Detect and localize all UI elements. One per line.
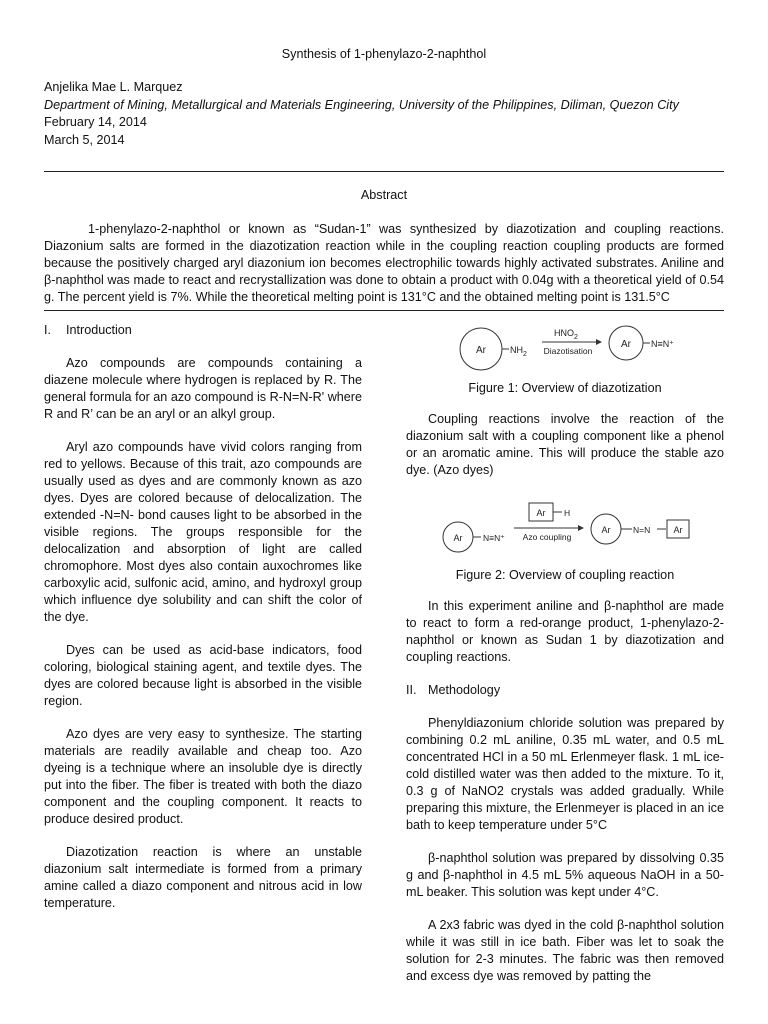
date-revised: March 5, 2014	[44, 132, 125, 147]
coupling-diagram	[406, 495, 724, 559]
intro-paragraph-4: Azo dyes are very easy to synthesize. The starting materials are readily available and cheap too. Azo dyeing is a technique where an insoluble dye is directly put into the fiber. The fiber is treated with both the diazo component and the coupling component. It reacts to produce desired product.	[44, 727, 362, 826]
section-title: Introduction	[66, 323, 132, 337]
abstract-top-rule	[44, 171, 724, 172]
intro-paragraph-2: Aryl azo compounds have vivid colors ranging from red to yellows. Because of this trait, azo compounds are usually used as dyes and are commonly known as azo dyes. Dyes are colored because of delocalization. The extended -N=N- bond causes light to be absorbed in the visible regions. The groups responsible for the delocalization and absorption of light are called chromophore. Most dyes also contain auxochromes like carboxylic acid, sulfonic acid, amino, and hydroxyl group which influence dye solubility and can shift the color of the dye.	[44, 440, 362, 624]
affiliation: Department of Mining, Metallurgical and Materials Engineering, University of the Philippines, Diliman, Quezon City	[44, 97, 679, 112]
reagent-label: $HNO_2$	[554, 328, 578, 341]
figure-2-caption: Figure 2: Overview of coupling reaction	[455, 568, 675, 582]
author-name: Anjelika Mae L. Marquez	[44, 80, 183, 94]
author-block	[44, 79, 734, 149]
arrow-head	[596, 339, 602, 345]
azo-group: N=N	[633, 525, 651, 535]
intro-paragraph-3: Dyes can be used as acid-base indicators, food coloring, biological staining agent, and textile dyes. The dyes are colored because light is absorbed in the visible region.	[44, 643, 362, 708]
reagent-aryl-label: Ar	[536, 508, 546, 518]
method-paragraph-1: Phenyldiazonium chloride solution was prepared by combining 0.2 mL aniline, 0.35 mL water, and 0.5 mL concentrated HCl in a 50 mL Erlenmeyer flask. 1 mL ice-cold distilled water was then added to the mixture. To it, 0.3 g of NaNO2 crystals was added gradually. While preparing this mixture, the Erlenmeyer is placed in an ice bath to keep temperature under 5°C	[406, 716, 724, 832]
figure-2	[406, 495, 724, 584]
hydrogen-label: H	[564, 508, 571, 518]
arrow-head	[578, 525, 584, 531]
abstract-bottom-rule	[44, 310, 724, 311]
date-submitted: February 14, 2014	[44, 115, 147, 129]
section-number: II.	[406, 683, 417, 697]
coupling-paragraph: Coupling reactions involve the reaction of the diazonium salt with a coupling component like a phenol or an aromatic amine. This will produce the stable azo dye. (Azo dyes)	[406, 412, 724, 477]
amine-group: $NH_2$	[510, 345, 527, 358]
introduction-heading	[44, 322, 362, 339]
right-column	[406, 322, 724, 1001]
section-number: I.	[44, 323, 51, 337]
figure-1-caption: Figure 1: Overview of diazotization	[468, 381, 662, 395]
intro-paragraph-5: Diazotization reaction is where an unstable diazonium salt intermediate is formed from a primary amine called a diazo component and nitrous acid in low temperature.	[44, 845, 362, 910]
figure-1	[406, 322, 724, 397]
aryl-label-left: Ar	[453, 533, 463, 543]
aryl-label-left: Ar	[476, 345, 486, 356]
aryl-label-right: Ar	[621, 339, 631, 350]
condition-label: Diazotisation	[543, 346, 593, 356]
section-title: Methodology	[428, 683, 501, 697]
condition-label: Azo coupling	[522, 532, 572, 542]
diazonium-group: N≡N⁺	[483, 533, 505, 543]
experiment-paragraph: In this experiment aniline and β-naphthol are made to react to form a red-orange product, 1-phenylazo-2-naphthol or known as Sudan 1 by diazotization and coupling reactions.	[406, 599, 724, 664]
abstract-text: 1-phenylazo-2-naphthol or known as “Sudan-1” was synthesized by diazotization and coupling reactions. Diazonium salts are formed in the diazotization reaction while in the coupling reaction coupling products are formed because the positively charged aryl diazonium ion becomes electrophilic towards highly activated substrates. Aniline and β-naphthol was made to react and recrystallization was done to obtain a product with 0.04g with a theoretical yield of 0.54 g. The percent yield is 7%. While the theoretical melting point is 131°C and the obtained melting point is 131.5°C	[44, 222, 724, 304]
aryl-label-product: Ar	[601, 525, 611, 535]
diazotization-diagram	[406, 322, 724, 378]
diazonium-group: N≡N⁺	[651, 339, 675, 349]
method-paragraph-3: A 2x3 fabric was dyed in the cold β-naphthol solution while it was still in ice bath. Fiber was let to soak the solution for 2-3 minutes. The fabric was then removed and excess dye was removed by patting the	[406, 918, 724, 983]
method-paragraph-2: β-naphthol solution was prepared by dissolving 0.35 g and β-naphthol in 4.5 mL 5% aqueous NaOH in a 50-mL beaker. This solution was kept under 4°C.	[406, 851, 724, 899]
methodology-heading	[406, 682, 724, 699]
left-column	[44, 322, 362, 928]
abstract-heading: Abstract	[360, 188, 408, 202]
intro-paragraph-1: Azo compounds are compounds containing a diazene molecule where hydrogen is replaced by R. The general formula for an azo compound is R-N=N-R' where R and R’ can be an aryl or an alkyl group.	[44, 356, 362, 421]
aryl-box-label: Ar	[673, 525, 683, 535]
paper-title: Synthesis of 1-phenylazo-2-naphthol	[281, 47, 487, 61]
